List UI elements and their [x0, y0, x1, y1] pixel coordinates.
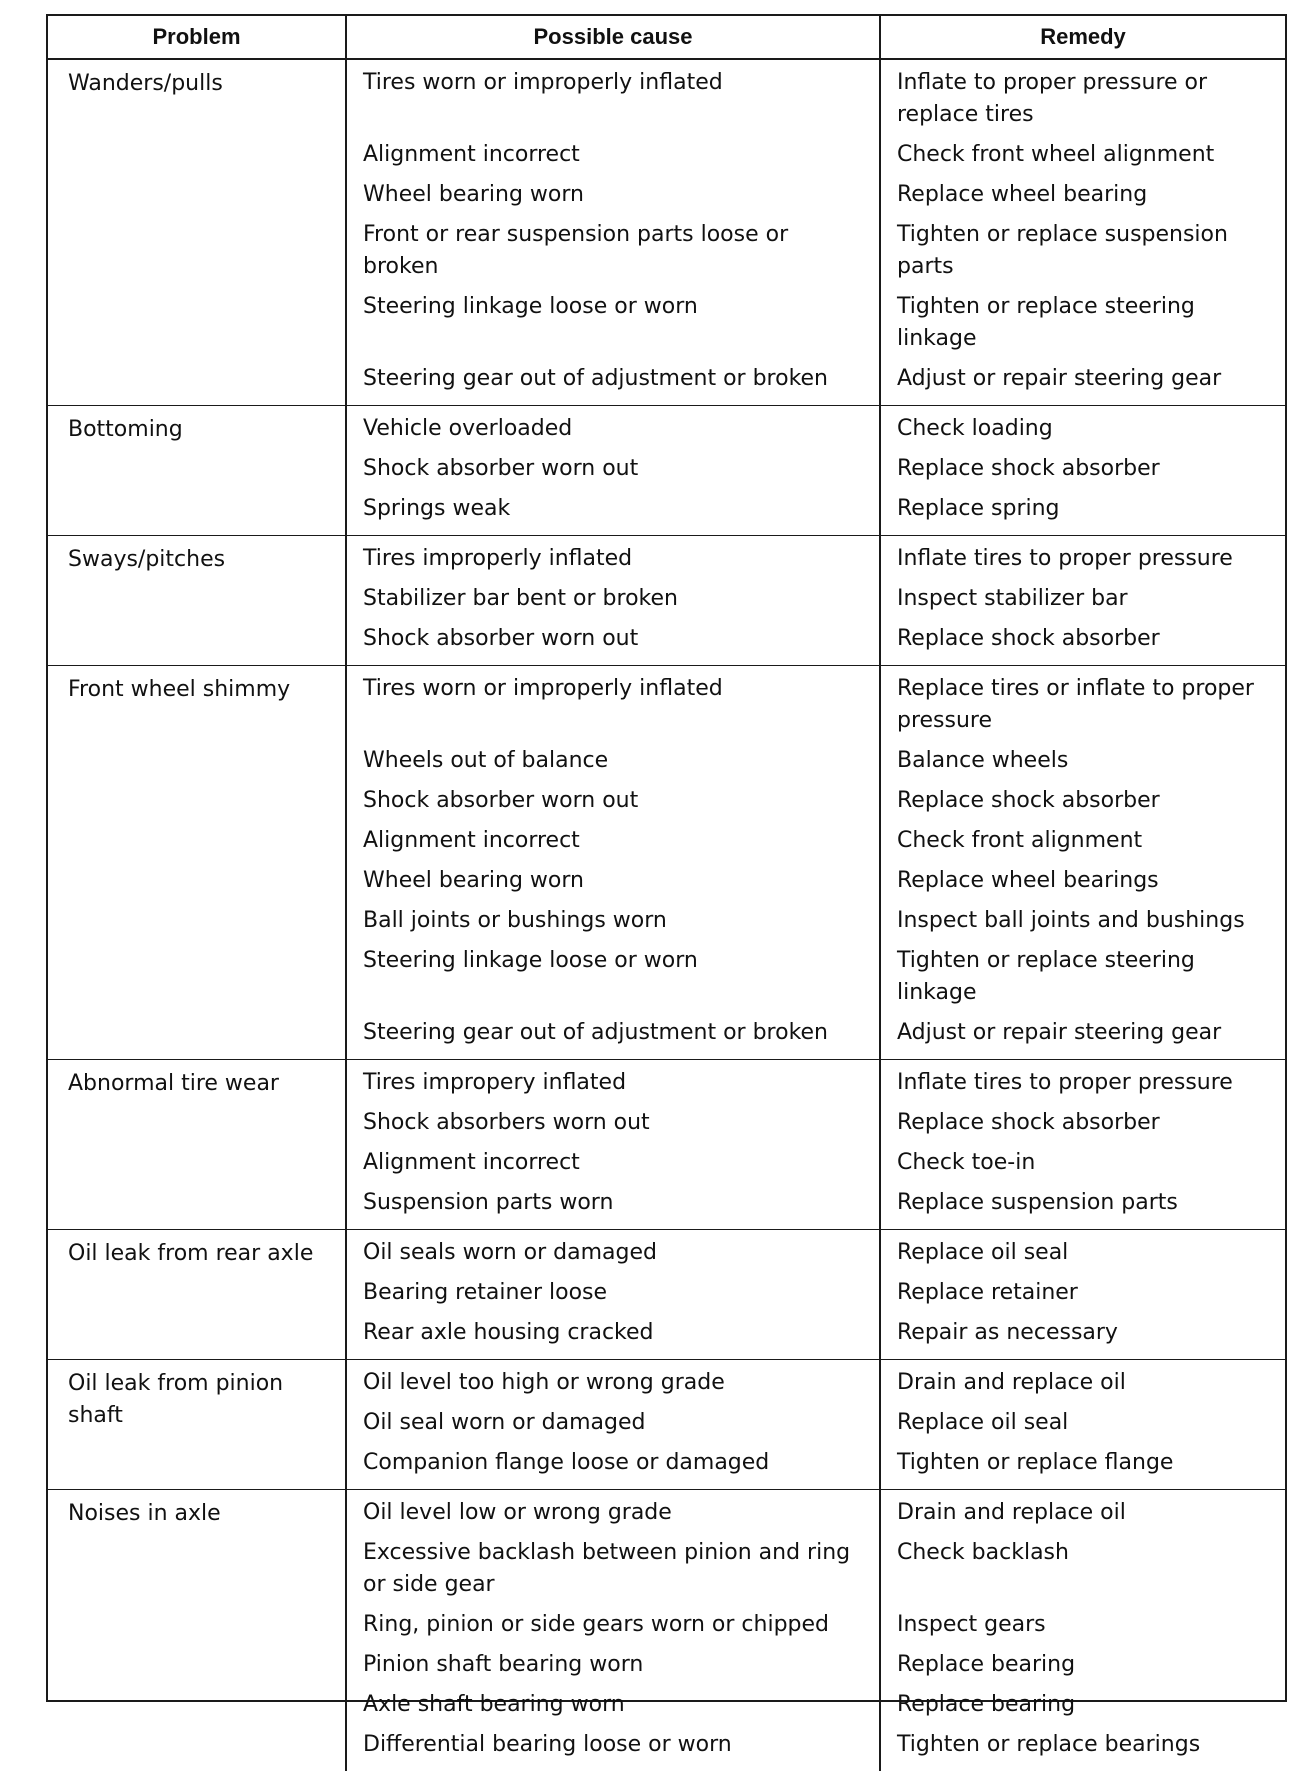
cause-item: Companion flange loose or damaged — [347, 1447, 879, 1479]
header-possible-cause: Possible cause — [346, 16, 880, 59]
table-row — [48, 536, 1285, 666]
remedy-item: Replace suspension parts — [881, 1187, 1285, 1219]
cause-item: Tires worn or improperly inflated — [347, 67, 879, 131]
remedy-item: Tighten or replace suspension parts — [881, 219, 1285, 283]
remedy-cell — [880, 666, 1285, 1060]
cause-item: Excessive backlash between pinion and ring or side gear — [347, 1537, 879, 1601]
remedy-cell — [880, 536, 1285, 666]
cause-item: Oil seals worn or damaged — [347, 1237, 879, 1269]
cause-cell — [346, 1490, 880, 1771]
remedy-item: Drain and replace oil — [881, 1497, 1285, 1529]
remedy-cell — [880, 59, 1285, 406]
cause-item: Tires improperly inflated — [347, 543, 879, 575]
cause-item: Wheel bearing worn — [347, 865, 879, 897]
remedy-item: Tighten or replace flange — [881, 1447, 1285, 1479]
problem-cell — [48, 1360, 346, 1490]
cause-item: Tires worn or improperly inflated — [347, 673, 879, 737]
remedy-item: Drain and replace oil — [881, 1367, 1285, 1399]
problem-cell — [48, 1060, 346, 1230]
remedy-item: Replace shock absorber — [881, 453, 1285, 485]
cause-item: Front or rear suspension parts loose or broken — [347, 219, 879, 283]
cause-item: Pinion shaft bearing worn — [347, 1649, 879, 1681]
remedy-item: Repair as necessary — [881, 1317, 1285, 1349]
problem-label: Oil leak from pinion shaft — [48, 1360, 345, 1438]
table-row — [48, 666, 1285, 1060]
cause-cell — [346, 59, 880, 406]
remedy-item: Check toe-in — [881, 1147, 1285, 1179]
problem-label: Bottoming — [48, 406, 345, 452]
cause-item: Oil level too high or wrong grade — [347, 1367, 879, 1399]
remedy-item: Tighten or replace steering linkage — [881, 291, 1285, 355]
table-row — [48, 406, 1285, 536]
cause-item: Vehicle overloaded — [347, 413, 879, 445]
remedy-item: Replace oil seal — [881, 1407, 1285, 1439]
table-row — [48, 1230, 1285, 1360]
remedy-item: Replace shock absorber — [881, 785, 1285, 817]
cause-item: Shock absorber worn out — [347, 785, 879, 817]
cause-item: Alignment incorrect — [347, 1147, 879, 1179]
cause-item: Shock absorbers worn out — [347, 1107, 879, 1139]
remedy-item: Check backlash — [881, 1537, 1285, 1601]
cause-cell — [346, 1360, 880, 1490]
cause-cell — [346, 536, 880, 666]
remedy-item: Tighten or replace steering linkage — [881, 945, 1285, 1009]
problem-label: Abnormal tire wear — [48, 1060, 345, 1106]
remedy-cell — [880, 1060, 1285, 1230]
cause-item: Springs weak — [347, 493, 879, 525]
problem-label: Noises in axle — [48, 1490, 345, 1536]
cause-item: Rear axle housing cracked — [347, 1317, 879, 1349]
problem-label: Front wheel shimmy — [48, 666, 345, 712]
table-row — [48, 1490, 1285, 1771]
problem-label: Sways/pitches — [48, 536, 345, 582]
remedy-item: Replace bearing — [881, 1689, 1285, 1721]
cause-cell — [346, 406, 880, 536]
remedy-item: Inflate tires to proper pressure — [881, 1067, 1285, 1099]
remedy-item: Replace retainer — [881, 1277, 1285, 1309]
cause-item: Ball joints or bushings worn — [347, 905, 879, 937]
cause-item: Axle shaft bearing worn — [347, 1689, 879, 1721]
cause-item: Bearing retainer loose — [347, 1277, 879, 1309]
cause-item: Shock absorber worn out — [347, 453, 879, 485]
cause-item: Steering linkage loose or worn — [347, 945, 879, 1009]
remedy-item: Replace spring — [881, 493, 1285, 525]
remedy-cell — [880, 1230, 1285, 1360]
remedy-cell — [880, 406, 1285, 536]
table-row — [48, 59, 1285, 406]
cause-item: Steering linkage loose or worn — [347, 291, 879, 355]
problem-cell — [48, 536, 346, 666]
cause-item: Alignment incorrect — [347, 139, 879, 171]
troubleshooting-table-frame — [46, 14, 1287, 1702]
problem-cell — [48, 1490, 346, 1771]
table-body — [48, 59, 1285, 1771]
remedy-item: Tighten or replace bearings — [881, 1729, 1285, 1761]
remedy-item: Replace bearing — [881, 1649, 1285, 1681]
cause-item: Differential bearing loose or worn — [347, 1729, 879, 1761]
cause-item: Stabilizer bar bent or broken — [347, 583, 879, 615]
problem-cell — [48, 59, 346, 406]
remedy-item: Replace wheel bearing — [881, 179, 1285, 211]
cause-item: Steering gear out of adjustment or broken — [347, 363, 879, 395]
remedy-item: Replace shock absorber — [881, 1107, 1285, 1139]
remedy-item: Check front alignment — [881, 825, 1285, 857]
remedy-item: Inspect gears — [881, 1609, 1285, 1641]
remedy-item: Inspect ball joints and bushings — [881, 905, 1285, 937]
cause-item: Alignment incorrect — [347, 825, 879, 857]
table-row — [48, 1060, 1285, 1230]
remedy-item: Inflate tires to proper pressure — [881, 543, 1285, 575]
table-row — [48, 1360, 1285, 1490]
cause-cell — [346, 666, 880, 1060]
remedy-item: Adjust or repair steering gear — [881, 363, 1285, 395]
remedy-item: Replace wheel bearings — [881, 865, 1285, 897]
remedy-item: Check loading — [881, 413, 1285, 445]
cause-item: Oil seal worn or damaged — [347, 1407, 879, 1439]
header-remedy: Remedy — [880, 16, 1285, 59]
remedy-item: Replace tires or inflate to proper pressure — [881, 673, 1285, 737]
problem-label: Oil leak from rear axle — [48, 1230, 345, 1276]
remedy-item: Check front wheel alignment — [881, 139, 1285, 171]
remedy-item: Replace oil seal — [881, 1237, 1285, 1269]
remedy-cell — [880, 1490, 1285, 1771]
cause-item: Ring, pinion or side gears worn or chipped — [347, 1609, 879, 1641]
problem-cell — [48, 1230, 346, 1360]
header-problem: Problem — [48, 16, 346, 59]
problem-label: Wanders/pulls — [48, 60, 345, 106]
cause-item: Oil level low or wrong grade — [347, 1497, 879, 1529]
troubleshooting-table — [48, 16, 1285, 1771]
remedy-item: Replace shock absorber — [881, 623, 1285, 655]
remedy-item: Adjust or repair steering gear — [881, 1017, 1285, 1049]
cause-item: Tires impropery inflated — [347, 1067, 879, 1099]
remedy-item: Inflate to proper pressure or replace tires — [881, 67, 1285, 131]
cause-cell — [346, 1230, 880, 1360]
cause-item: Wheel bearing worn — [347, 179, 879, 211]
remedy-item: Inspect stabilizer bar — [881, 583, 1285, 615]
cause-cell — [346, 1060, 880, 1230]
cause-item: Shock absorber worn out — [347, 623, 879, 655]
remedy-item: Balance wheels — [881, 745, 1285, 777]
cause-item: Suspension parts worn — [347, 1187, 879, 1219]
cause-item: Steering gear out of adjustment or broken — [347, 1017, 879, 1049]
cause-item: Wheels out of balance — [347, 745, 879, 777]
header-row — [48, 16, 1285, 59]
problem-cell — [48, 666, 346, 1060]
remedy-cell — [880, 1360, 1285, 1490]
problem-cell — [48, 406, 346, 536]
